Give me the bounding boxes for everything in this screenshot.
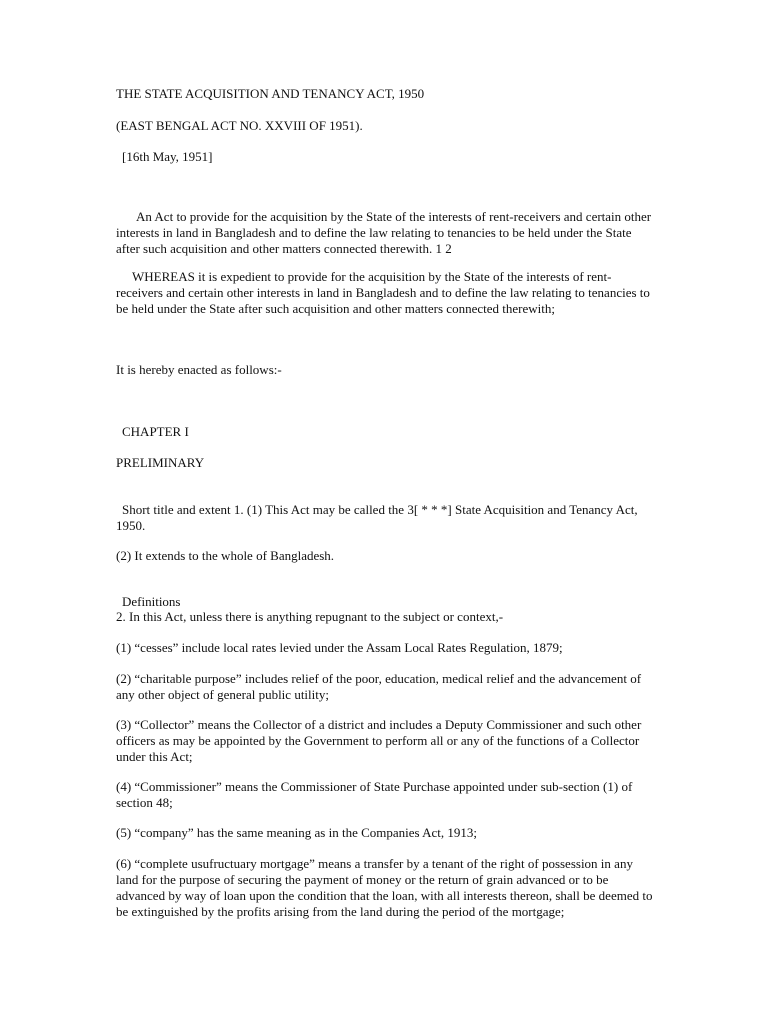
- definition-item: (4) “Commissioner” means the Commissioner of State Purchase appointed under sub-section (1) of section 48;: [116, 779, 633, 810]
- section-2-intro: 2. In this Act, unless there is anything repugnant to the subject or context,-: [116, 609, 504, 624]
- act-number: (EAST BENGAL ACT NO. XXVIII OF 1951).: [116, 118, 363, 133]
- definition-item: (3) “Collector” means the Collector of a district and includes a Deputy Commissioner and such other officers as may be appointed by the Government to perform all or any of the functions of a Collector under this Act;: [116, 717, 642, 764]
- act-date: [16th May, 1951]: [122, 149, 213, 164]
- section-1: Short title and extent 1. (1) This Act may be called the 3[ * * *] State Acquisition and Tenancy Act, 1950.: [116, 502, 638, 533]
- definition-item: (1) “cesses” include local rates levied under the Assam Local Rates Regulation, 1879;: [116, 640, 563, 655]
- chapter-title: PRELIMINARY: [116, 455, 205, 470]
- act-title: THE STATE ACQUISITION AND TENANCY ACT, 1950: [116, 86, 425, 101]
- chapter-heading: CHAPTER I: [122, 424, 189, 439]
- long-title-paragraph: An Act to provide for the acquisition by the State of the interests of rent-receivers and certain other interests in land in Bangladesh and to define the law relating to tenancies to be held under the State after such acquisition and other matters connected therewith. 1 2: [116, 209, 652, 256]
- definitions-heading: Definitions: [122, 594, 181, 609]
- whereas-paragraph: WHEREAS it is expedient to provide for the acquisition by the State of the interests of rent-receivers and certain other interests in land in Bangladesh and to define the law relating to tenancies to be held under the State after such acquisition and other matters connected therewith;: [116, 269, 650, 316]
- section-1-subsection-2: (2) It extends to the whole of Bangladesh.: [116, 548, 335, 563]
- enacting-clause: It is hereby enacted as follows:-: [116, 362, 282, 377]
- definition-item: (5) “company” has the same meaning as in the Companies Act, 1913;: [116, 825, 478, 840]
- definition-item: (2) “charitable purpose” includes relief of the poor, education, medical relief and the advancement of any other object of general public utility;: [116, 671, 642, 702]
- definition-item: (6) “complete usufructuary mortgage” means a transfer by a tenant of the right of possession in any land for the purpose of securing the payment of money or the return of grain advanced or to be advanced by way of loan upon the condition that the loan, with all interests thereon, shall be deemed to be extinguished by the profits arising from the land during the period of the mortgage;: [116, 856, 653, 919]
